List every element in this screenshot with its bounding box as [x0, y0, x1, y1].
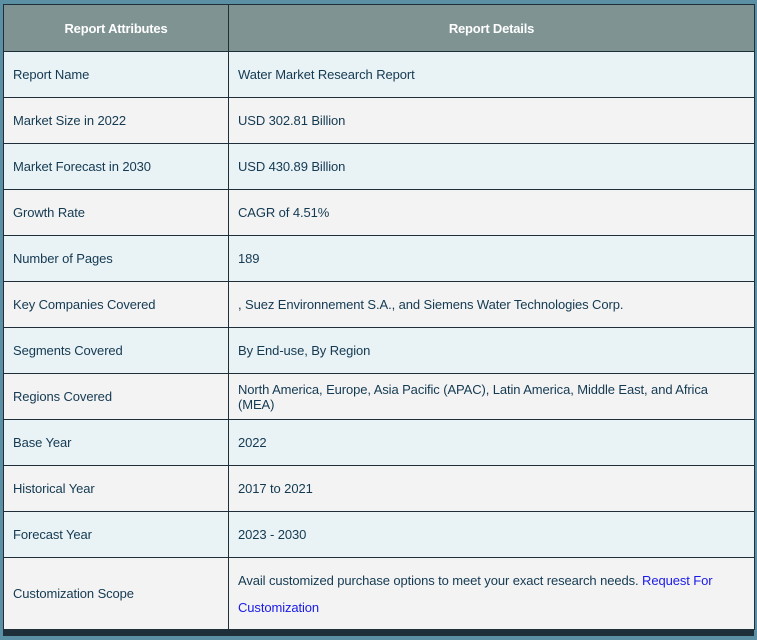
row-attribute: Base Year — [4, 420, 229, 466]
row-detail: Water Market Research Report — [229, 52, 755, 98]
row-attribute: Growth Rate — [4, 190, 229, 236]
header-report-attributes: Report Attributes — [4, 5, 229, 52]
row-attribute: Regions Covered — [4, 374, 229, 420]
row-attribute: Market Size in 2022 — [4, 98, 229, 144]
row-detail: 2023 - 2030 — [229, 512, 755, 558]
table-row — [4, 282, 755, 328]
row-attribute: Key Companies Covered — [4, 282, 229, 328]
header-report-details: Report Details — [229, 5, 755, 52]
row-detail-customization — [229, 558, 755, 630]
row-detail: , Suez Environnement S.A., and Siemens Water Technologies Corp. — [229, 282, 755, 328]
table-row — [4, 236, 755, 282]
table-row — [4, 328, 755, 374]
customization-text: Avail customized purchase options to meet your exact research needs. — [238, 572, 639, 588]
row-attribute: Market Forecast in 2030 — [4, 144, 229, 190]
request-customization-link[interactable]: Request For Customization — [238, 572, 713, 615]
row-detail: 2022 — [229, 420, 755, 466]
row-detail: USD 302.81 Billion — [229, 98, 755, 144]
table-row — [4, 420, 755, 466]
table-row — [4, 98, 755, 144]
table-row — [4, 52, 755, 98]
row-detail: CAGR of 4.51% — [229, 190, 755, 236]
row-detail: North America, Europe, Asia Pacific (APAC), Latin America, Middle East, and Africa (MEA) — [229, 374, 755, 420]
row-detail: By End-use, By Region — [229, 328, 755, 374]
table-row — [4, 558, 755, 630]
row-detail: 2017 to 2021 — [229, 466, 755, 512]
row-attribute: Segments Covered — [4, 328, 229, 374]
table-row — [4, 512, 755, 558]
table-header-row — [4, 5, 755, 52]
row-attribute: Forecast Year — [4, 512, 229, 558]
row-detail: USD 430.89 Billion — [229, 144, 755, 190]
row-attribute: Number of Pages — [4, 236, 229, 282]
table-row — [4, 374, 755, 420]
row-attribute: Customization Scope — [4, 558, 229, 630]
row-detail: 189 — [229, 236, 755, 282]
table-row — [4, 190, 755, 236]
row-attribute: Report Name — [4, 52, 229, 98]
table-row — [4, 466, 755, 512]
report-attributes-table — [3, 4, 755, 630]
row-attribute: Historical Year — [4, 466, 229, 512]
table-row — [4, 144, 755, 190]
